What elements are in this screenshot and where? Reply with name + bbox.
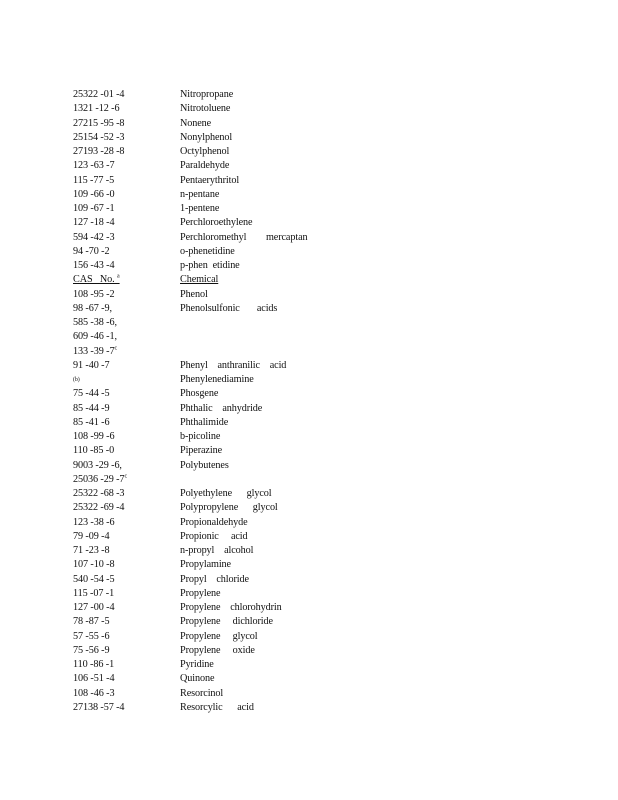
cas-number: 25322 -69 -4 — [73, 502, 125, 514]
chemical-name: Perchloromethyl mercaptan — [180, 231, 308, 243]
chemical-name: Phthalic anhydride — [180, 402, 263, 414]
chemical-name: Octylphenol — [180, 146, 230, 157]
chemical-name: Pyridine — [180, 659, 214, 670]
cas-number: 98 -67 -9, — [73, 302, 112, 314]
cas-number: 9003 -29 -6, — [73, 459, 122, 471]
list-item — [73, 259, 613, 273]
list-item — [73, 202, 613, 216]
cas-number: 609 -46 -1, — [73, 331, 117, 343]
chemical-name: Quinone — [180, 673, 215, 685]
chemical-name: Propylamine — [180, 559, 231, 571]
chemical-name: Propionic acid — [180, 530, 248, 542]
list-item — [73, 501, 613, 515]
list-item — [73, 658, 613, 672]
cas-number: (b) — [73, 377, 80, 383]
cas-number: 78 -87 -5 — [73, 616, 110, 628]
list-item — [73, 672, 613, 686]
cas-number: 115 -07 -1 — [73, 587, 115, 599]
chemical-name: Resorcinol — [180, 687, 224, 699]
chemical-name: Polypropylene glycol — [180, 502, 278, 514]
cas-number: 94 -70 -2 — [73, 245, 110, 257]
list-item — [73, 359, 613, 373]
list-item — [73, 345, 613, 359]
list-item — [73, 316, 613, 330]
cas-number: 79 -09 -4 — [73, 530, 110, 542]
footnote-marker: a — [117, 273, 120, 280]
cas-number: 123 -63 -7 — [73, 160, 115, 172]
chemical-name: b-picoline — [180, 431, 221, 442]
list-item — [73, 587, 613, 601]
list-item — [73, 687, 613, 701]
cas-number: 109 -67 -1 — [73, 203, 115, 214]
chemical-name: Nitropropane — [180, 89, 234, 100]
list-item — [73, 601, 613, 615]
list-item — [73, 387, 613, 401]
cas-number: 123 -38 -6 — [73, 516, 115, 528]
cas-number: 25036 -29 -7$^c$ — [73, 473, 128, 485]
cas-number: 585 -38 -6, — [73, 317, 117, 328]
cas-number: 25322 -68 -3 — [73, 488, 125, 499]
cas-number: 110 -85 -0 — [73, 445, 115, 457]
chemical-name: Phenol — [180, 288, 208, 300]
footnote-marker: c — [114, 345, 118, 352]
list-item — [73, 102, 613, 116]
list-item — [73, 544, 613, 558]
chemical-name: Pentaerythritol — [180, 174, 240, 186]
chemical-header: Chemical — [180, 274, 219, 286]
cas-number: 91 -40 -7 — [73, 359, 110, 371]
list-item — [73, 88, 613, 102]
cas-number: 594 -42 -3 — [73, 231, 115, 243]
list-item — [73, 145, 613, 159]
cas-number: 108 -46 -3 — [73, 687, 115, 699]
list-item — [73, 231, 613, 245]
chemical-name: Phosgene — [180, 388, 219, 400]
list-item — [73, 288, 613, 302]
list-item — [73, 245, 613, 259]
chemical-name: Propyl chloride — [180, 573, 249, 585]
chemical-name: Phenylenediamine — [180, 374, 254, 385]
cas-number: 115 -77 -5 — [73, 174, 115, 186]
chemical-name: Piperazine — [180, 445, 222, 457]
cas-number: 25322 -01 -4 — [73, 89, 125, 100]
cas-number: 110 -86 -1 — [73, 659, 115, 670]
chemical-name — [180, 345, 613, 359]
cas-number: 27215 -95 -8 — [73, 117, 125, 129]
cas-number: 133 -39 -7$^c$ — [73, 345, 118, 357]
chemical-list — [73, 88, 613, 715]
chemical-name: Phenolsulfonic acids — [180, 302, 278, 314]
list-item — [73, 174, 613, 188]
cas-number: 71 -23 -8 — [73, 545, 110, 556]
cas-number: 25154 -52 -3 — [73, 131, 125, 143]
chemical-name — [180, 330, 613, 344]
footnote-marker: c — [124, 473, 128, 480]
chemical-name: Perchloroethylene — [180, 217, 253, 229]
list-item — [73, 302, 613, 316]
list-item — [73, 516, 613, 530]
cas-number: 85 -41 -6 — [73, 416, 110, 428]
chemical-name: n-propyl alcohol — [180, 545, 254, 556]
chemical-name: o-phenetidine — [180, 245, 235, 257]
chemical-name: Propylene dichloride — [180, 616, 273, 628]
column-header-row — [73, 273, 613, 287]
chemical-name — [180, 473, 613, 487]
list-item — [73, 330, 613, 344]
cas-number: 106 -51 -4 — [73, 673, 115, 685]
list-item — [73, 644, 613, 658]
list-item — [73, 117, 613, 131]
list-item — [73, 630, 613, 644]
list-item — [73, 416, 613, 430]
cas-number: 108 -99 -6 — [73, 431, 115, 442]
cas-number: 127 -00 -4 — [73, 602, 115, 613]
chemical-name: Nonene — [180, 117, 212, 129]
cas-number: 75 -44 -5 — [73, 388, 110, 400]
list-item — [73, 615, 613, 629]
list-item — [73, 444, 613, 458]
chemical-name — [180, 316, 613, 330]
chemical-name: Propylene chlorohydrin — [180, 602, 282, 613]
chemical-name: n-pentane — [180, 188, 220, 200]
cas-number: 109 -66 -0 — [73, 188, 115, 200]
chemical-name: Resorcylic acid — [180, 701, 254, 713]
list-item — [73, 701, 613, 715]
chemical-name: Propionaldehyde — [180, 516, 248, 528]
chemical-name: Phenyl anthranilic acid — [180, 359, 287, 371]
list-item — [73, 373, 613, 387]
cas-number: 1321 -12 -6 — [73, 103, 120, 115]
list-item — [73, 430, 613, 444]
chemical-name: Polybutenes — [180, 459, 229, 471]
cas-number: 27138 -57 -4 — [73, 701, 125, 713]
list-item — [73, 530, 613, 544]
cas-number: 127 -18 -4 — [73, 217, 115, 229]
list-item — [73, 159, 613, 173]
list-item — [73, 558, 613, 572]
cas-number: 57 -55 -6 — [73, 630, 110, 642]
list-item — [73, 402, 613, 416]
cas-no-header: CAS No. $^a$ — [73, 273, 120, 286]
chemical-name: Nitrotoluene — [180, 103, 231, 115]
list-item — [73, 573, 613, 587]
list-item — [73, 459, 613, 473]
chemical-name: p-phen etidine — [180, 260, 240, 271]
chemical-name: Propylene oxide — [180, 644, 255, 656]
chemical-name: Polyethylene glycol — [180, 488, 272, 499]
list-item — [73, 131, 613, 145]
cas-number: 75 -56 -9 — [73, 644, 110, 656]
cas-number: 540 -54 -5 — [73, 573, 115, 585]
list-item — [73, 473, 613, 487]
cas-number: 108 -95 -2 — [73, 288, 115, 300]
cas-number: 27193 -28 -8 — [73, 146, 125, 157]
cas-number: 85 -44 -9 — [73, 402, 110, 414]
list-item — [73, 216, 613, 230]
chemical-name: Nonylphenol — [180, 131, 233, 143]
chemical-name: Propylene glycol — [180, 630, 258, 642]
chemical-name: Paraldehyde — [180, 160, 230, 172]
list-item — [73, 487, 613, 501]
chemical-name: 1-pentene — [180, 203, 220, 214]
list-item — [73, 188, 613, 202]
chemical-name: Propylene — [180, 587, 221, 599]
cas-number: 156 -43 -4 — [73, 260, 115, 271]
chemical-name: Phthalimide — [180, 416, 229, 428]
cas-number: 107 -10 -8 — [73, 559, 115, 571]
